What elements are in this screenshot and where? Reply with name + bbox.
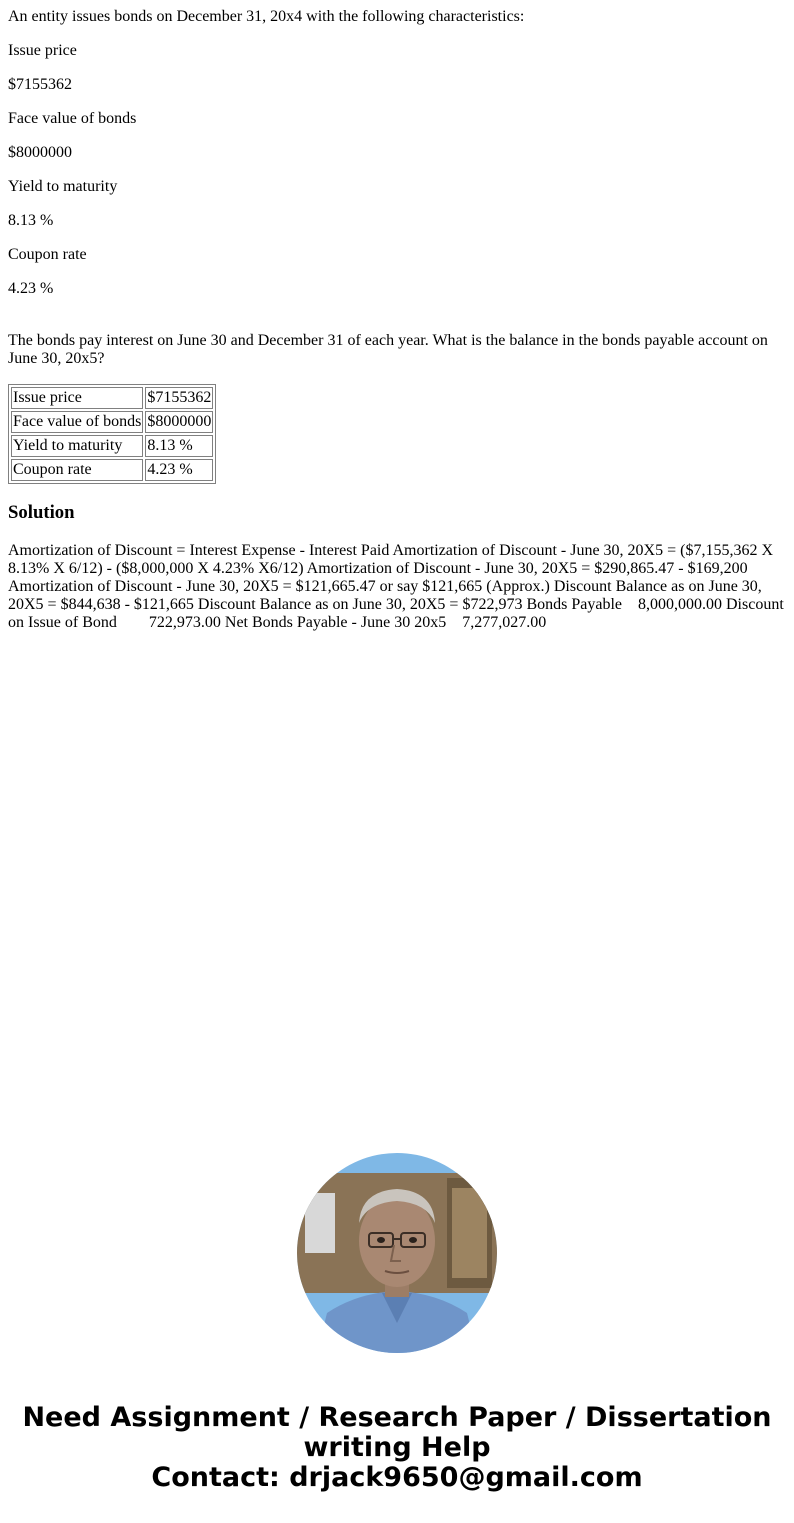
- item-label-issue-price: Issue price: [8, 42, 77, 59]
- promo-contact: Contact: drjack9650@gmail.com: [151, 1462, 643, 1493]
- item-value-face-value: $8000000: [8, 144, 72, 161]
- table-cell: 4.23 %: [145, 459, 213, 481]
- item-label-coupon: Coupon rate: [8, 246, 87, 263]
- question-prompt: The bonds pay interest on June 30 and December 31 of each year. What is the balance in the bonds payable account on June 30, 20x5?: [8, 332, 768, 367]
- promo-banner: [0, 1403, 794, 1493]
- table-cell: 8.13 %: [145, 435, 213, 457]
- promo-line: writing Help: [303, 1432, 491, 1463]
- table-cell: $8000000: [145, 411, 213, 433]
- table-row: [11, 459, 213, 481]
- item-value-yield: 8.13 %: [8, 212, 54, 229]
- author-photo-icon: [297, 1153, 497, 1353]
- item-label-face-value: Face value of bonds: [8, 110, 137, 127]
- table-cell: Yield to maturity: [11, 435, 143, 457]
- promo-line: Need Assignment / Research Paper / Dissertation: [22, 1402, 772, 1433]
- table-cell: Face value of bonds: [11, 411, 143, 433]
- item-value-coupon: 4.23 %: [8, 280, 54, 297]
- solution-text: Amortization of Discount = Interest Expense - Interest Paid Amortization of Discount - June 30, 20X5 = ($7,155,362 X 8.13% X 6/12) - ($8,000,000 X 4.23% X6/12) Amortization of Discount - June 30, 20X5 = $290,865.47 - $169,200 Amortization of Discount - June 30, 20X5 = $121,665.47 or say $121,665 (Approx.) Discount Balance as on June 30, 20X5 = $844,638 - $121,665 Discount Balance as on June 30, 20X5 = $722,973 Bonds Payable 8,000,000.00 Discount on Issue of Bond 722,973.00 Net Bonds Payable - June 30 20x5 7,277,027.00: [8, 542, 788, 631]
- table-cell: Issue price: [11, 387, 143, 409]
- solution-heading: Solution: [8, 502, 75, 523]
- document-body: [8, 0, 786, 632]
- item-label-yield: Yield to maturity: [8, 178, 118, 195]
- table-row: [11, 387, 213, 409]
- bond-characteristics-table: [8, 384, 216, 484]
- question-intro: An entity issues bonds on December 31, 20x4 with the following characteristics:: [8, 8, 525, 25]
- author-avatar: [297, 1153, 497, 1353]
- table-row: [11, 435, 213, 457]
- table-cell: Coupon rate: [11, 459, 143, 481]
- table-cell: $7155362: [145, 387, 213, 409]
- table-row: [11, 411, 213, 433]
- item-value-issue-price: $7155362: [8, 76, 72, 93]
